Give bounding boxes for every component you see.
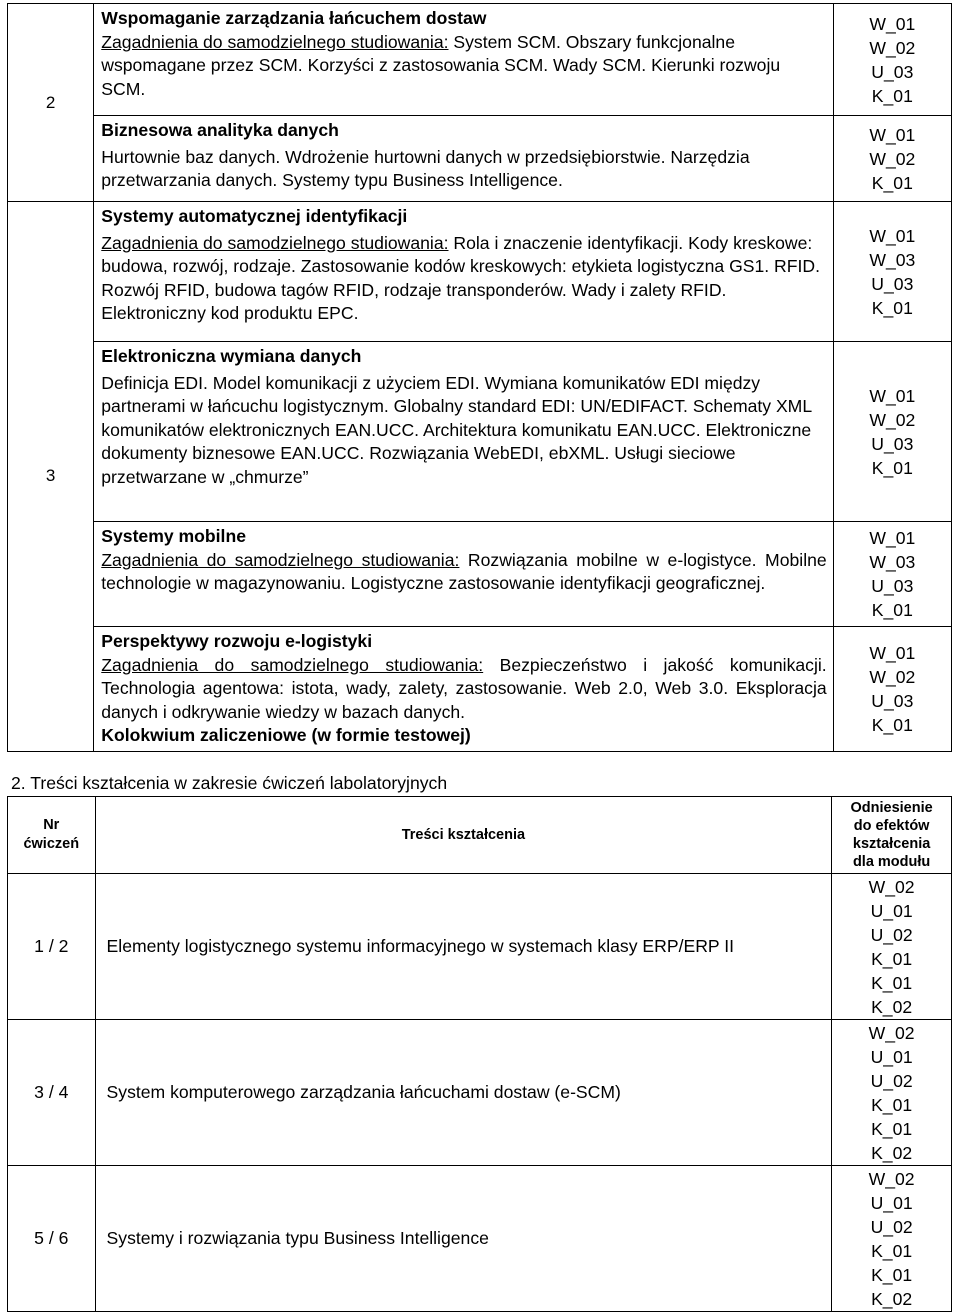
topic-cell	[94, 627, 833, 752]
topic-title: Systemy mobilne	[101, 526, 246, 546]
program-content-table	[7, 3, 952, 752]
lab-text: Elementy logistycznego systemu informacyjnego w systemach klasy ERP/ERP II	[106, 935, 734, 956]
lab-number: 3 / 4	[34, 1082, 69, 1102]
header-refs-cell	[832, 797, 952, 874]
outcome-refs-cell	[833, 4, 951, 116]
header-number: Nr ćwiczeń	[23, 817, 80, 852]
topic-text: Rozwiązania mobilne w e-logistyce. Mobilne technologie w magazynowaniu. Logistyczne zastosowanie identyfikacji geograficznej.	[101, 549, 827, 593]
self-study-label: Zagadnienia do samodzielnego studiowania:	[101, 549, 460, 570]
outcome-refs-cell	[833, 627, 951, 752]
outcome-refs: W_01 W_02 U_03 K_01	[869, 13, 916, 106]
lab-number-cell	[8, 874, 96, 1020]
lab-text-cell	[95, 1166, 832, 1312]
lab-number-cell	[8, 1020, 96, 1166]
topic-title: Systemy automatycznej identyfikacji	[101, 206, 408, 226]
lab-text: System komputerowego zarządzania łańcuchami dostaw (e-SCM)	[106, 1081, 621, 1102]
lab-text: Systemy i rozwiązania typu Business Intelligence	[106, 1227, 489, 1248]
topic-title: Biznesowa analityka danych	[101, 120, 339, 140]
self-study-label: Zagadnienia do samodzielnego studiowania:	[101, 232, 449, 253]
topic-cell	[94, 116, 833, 202]
lab-content-table	[7, 796, 952, 1312]
row-number-cell	[8, 4, 94, 202]
section-heading: 2. Treści kształcenia w zakresie ćwiczeń labolatoryjnych	[11, 773, 448, 793]
outcome-refs: W_01 W_03 U_03 K_01	[869, 528, 916, 620]
topic-text: Rola i znaczenie identyfikacji. Kody kreskowe: budowa, rozwój, rodzaje. Zastosowanie kodów kreskowych: etykieta logistyczna GS1. RFID. Rozwój RFID, budowa tagów RFID, rodzaje transponderów. Wady i zalety RFID. Elektroniczny kod produktu EPC.	[101, 232, 820, 323]
lab-refs: W_02 U_01 U_02 K_01 K_01 K_02	[868, 1168, 915, 1309]
topic-text: Definicja EDI. Model komunikacji z użyciem EDI. Wymiana komunikatów EDI między partnerami w łańcuchu logistycznym. Globalny standard EDI: UN/EDIFACT. Schematy XML komunikatów elektronicznych EAN.UCC. Architektura komunikatu EAN.UCC. Elektroniczne dokumenty biznesowe EAN.UCC. Rozwiązania WebEDI, ebXML. Usługi sieciowe przetwarzane w „chmurze”	[101, 372, 812, 487]
self-study-label: Zagadnienia do samodzielnego studiowania:	[101, 31, 449, 52]
topic-title: Elektroniczna wymiana danych	[101, 346, 362, 366]
outcome-refs-cell	[833, 522, 951, 627]
topic-text: Bezpieczeństwo i jakość komunikacji. Technologia agentowa: istota, wady, zalety, zastosowanie. Web 2.0, Web 3.0. Eksploracja danych i odkrywanie wiedzy w bazach danych.	[101, 654, 827, 722]
outcome-refs-cell	[833, 202, 951, 342]
outcome-refs-cell	[833, 342, 951, 522]
lab-number: 1 / 2	[34, 936, 69, 956]
self-study-label: Zagadnienia do samodzielnego studiowania:	[101, 654, 484, 675]
topic-title: Wspomaganie zarządzania łańcuchem dostaw	[101, 8, 487, 28]
topic-cell	[94, 522, 833, 627]
outcome-refs: W_01 W_03 U_03 K_01	[869, 225, 916, 318]
outcome-refs: W_01 W_02 U_03 K_01	[869, 385, 916, 478]
topic-text: System SCM. Obszary funkcjonalne wspomagane przez SCM. Korzyści z zastosowania SCM. Wady SCM. Kierunki rozwoju SCM.	[101, 31, 781, 99]
topic-cell	[94, 4, 833, 116]
table-row	[8, 1166, 952, 1312]
topic-cell	[94, 202, 833, 342]
topic-text: Hurtownie baz danych. Wdrożenie hurtowni danych w przedsiębiorstwie. Narzędzia przetwarzania danych. Systemy typu Business Intelligence.	[101, 146, 750, 190]
header-number-cell	[8, 797, 96, 874]
lab-refs-cell	[832, 1020, 952, 1166]
table-row	[8, 1020, 952, 1166]
lab-text-cell	[95, 1020, 832, 1166]
row-number-cell	[8, 202, 94, 752]
lab-number-cell	[8, 1166, 96, 1312]
lab-text-cell	[95, 874, 832, 1020]
topic-title: Perspektywy rozwoju e-logistyki	[101, 631, 373, 651]
table-row	[8, 874, 952, 1020]
header-refs: Odniesienie do efektów kształcenia dla modułu	[850, 800, 933, 870]
lab-refs: W_02 U_01 U_02 K_01 K_01 K_02	[868, 1022, 915, 1163]
test-title: Kolokwium zaliczeniowe (w formie testowej)	[101, 725, 471, 745]
lab-refs: W_02 U_01 U_02 K_01 K_01 K_02	[868, 876, 915, 1017]
row-number: 3	[45, 466, 56, 486]
topic-cell	[94, 342, 833, 522]
header-title: Treści kształcenia	[401, 827, 526, 843]
lab-refs-cell	[832, 1166, 952, 1312]
outcome-refs: W_01 W_02 U_03 K_01	[869, 642, 916, 735]
header-title-cell	[95, 797, 832, 874]
lab-refs-cell	[832, 874, 952, 1020]
outcome-refs: W_01 W_02 K_01	[869, 124, 916, 193]
outcome-refs-cell	[833, 116, 951, 202]
lab-number: 5 / 6	[34, 1228, 69, 1248]
row-number: 2	[45, 92, 56, 112]
